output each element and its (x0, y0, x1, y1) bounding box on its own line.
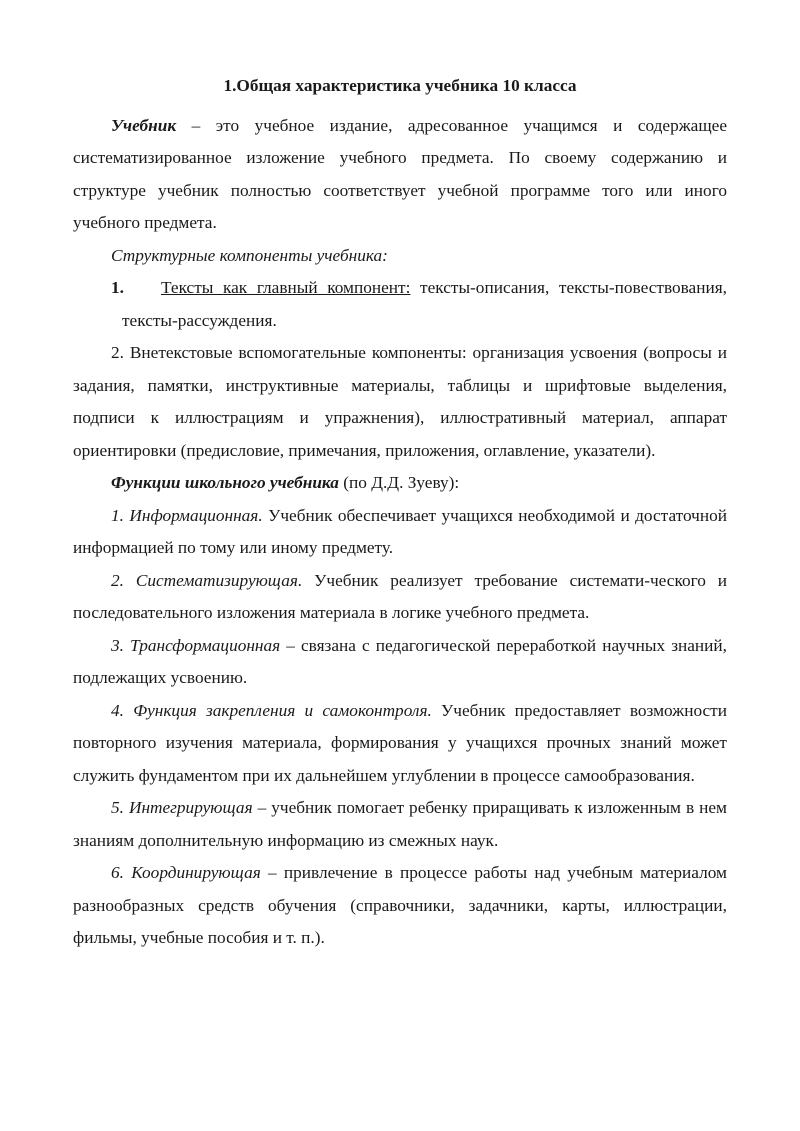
function-name: 2. Систематизирующая. (111, 570, 303, 590)
function-name: 3. Трансформационная (111, 635, 281, 655)
function-name: 6. Координирующая (111, 863, 261, 882)
component-item-1 (73, 272, 727, 337)
function-item-4 (73, 695, 727, 793)
function-name: 5. Интегрирующая (111, 798, 253, 817)
components-heading-text: Структурные компоненты учебника: (111, 245, 388, 265)
function-text: – учебник помогает ребенку приращивать к изложенным в нем знаниям дополнительную информацию из смежных наук. (73, 798, 727, 850)
component-item-1-label: Тексты как главный компонент: (161, 278, 411, 297)
function-item-6 (73, 857, 727, 955)
function-text: – связана с педагогической переработкой научных знаний, подлежащих усвоению. (73, 635, 727, 687)
function-item-2 (73, 565, 727, 630)
function-item-1 (73, 500, 727, 565)
document-content (73, 70, 727, 955)
page-title: 1.Общая характеристика учебника 10 класса (223, 76, 577, 95)
definition-text: – это учебное издание, адресованное учащимся и содержащее систематизированное изложение учебного предмета. По своему содержанию и структуре учебник полностью соответствует учебной программе того или иного учебного предмета. (73, 115, 727, 232)
function-text: Учебник реализует требование системати-ческого и последовательного изложения материала в логике учебного предмета. (73, 570, 728, 622)
paragraph-textbook-definition (73, 110, 727, 240)
component-item-1-number: 1. (111, 278, 124, 297)
component-item-1-text: тексты-описания, тексты-повествования, тексты-рассуждения. (122, 278, 727, 330)
function-name: 4. Функция закрепления и самоконтроля. (111, 700, 432, 720)
function-name: 1. Информационная. (111, 505, 263, 525)
function-text: Учебник обеспечивает учащихся необходимой и достаточной информацией по тому или иному предмету. (73, 505, 728, 557)
function-text: – привлечение в процессе работы над учебным материалом разнообразных средств обучения (справочники, задачники, карты, иллюстрации, фильмы, учебные пособия и т. п.). (73, 863, 727, 947)
functions-heading-source: (по Д.Д. Зуеву): (338, 473, 460, 492)
function-item-3 (73, 630, 727, 695)
component-item-2: 2. Внетекстовые вспомогательные компоненты: организация усвоения (вопросы и задания, памятки, инструктивные материалы, таблицы и шрифтовые выделения, подписи к иллюстрациям и упражнения), иллюстративный материал, аппарат ориентировки (предисловие, примечания, приложения, оглавление, указатели). (73, 343, 727, 460)
functions-heading-label: Функции школьного учебника (111, 473, 339, 492)
function-text: Учебник предоставляет возможности повторного изучения материала, формирования у учащихся прочных знаний может служить фундаментом при их дальнейшем углублении в процессе самообразования. (73, 700, 727, 785)
term-textbook: Учебник (111, 115, 177, 135)
function-item-5 (73, 792, 727, 857)
components-heading (73, 240, 727, 273)
functions-heading (73, 467, 727, 500)
